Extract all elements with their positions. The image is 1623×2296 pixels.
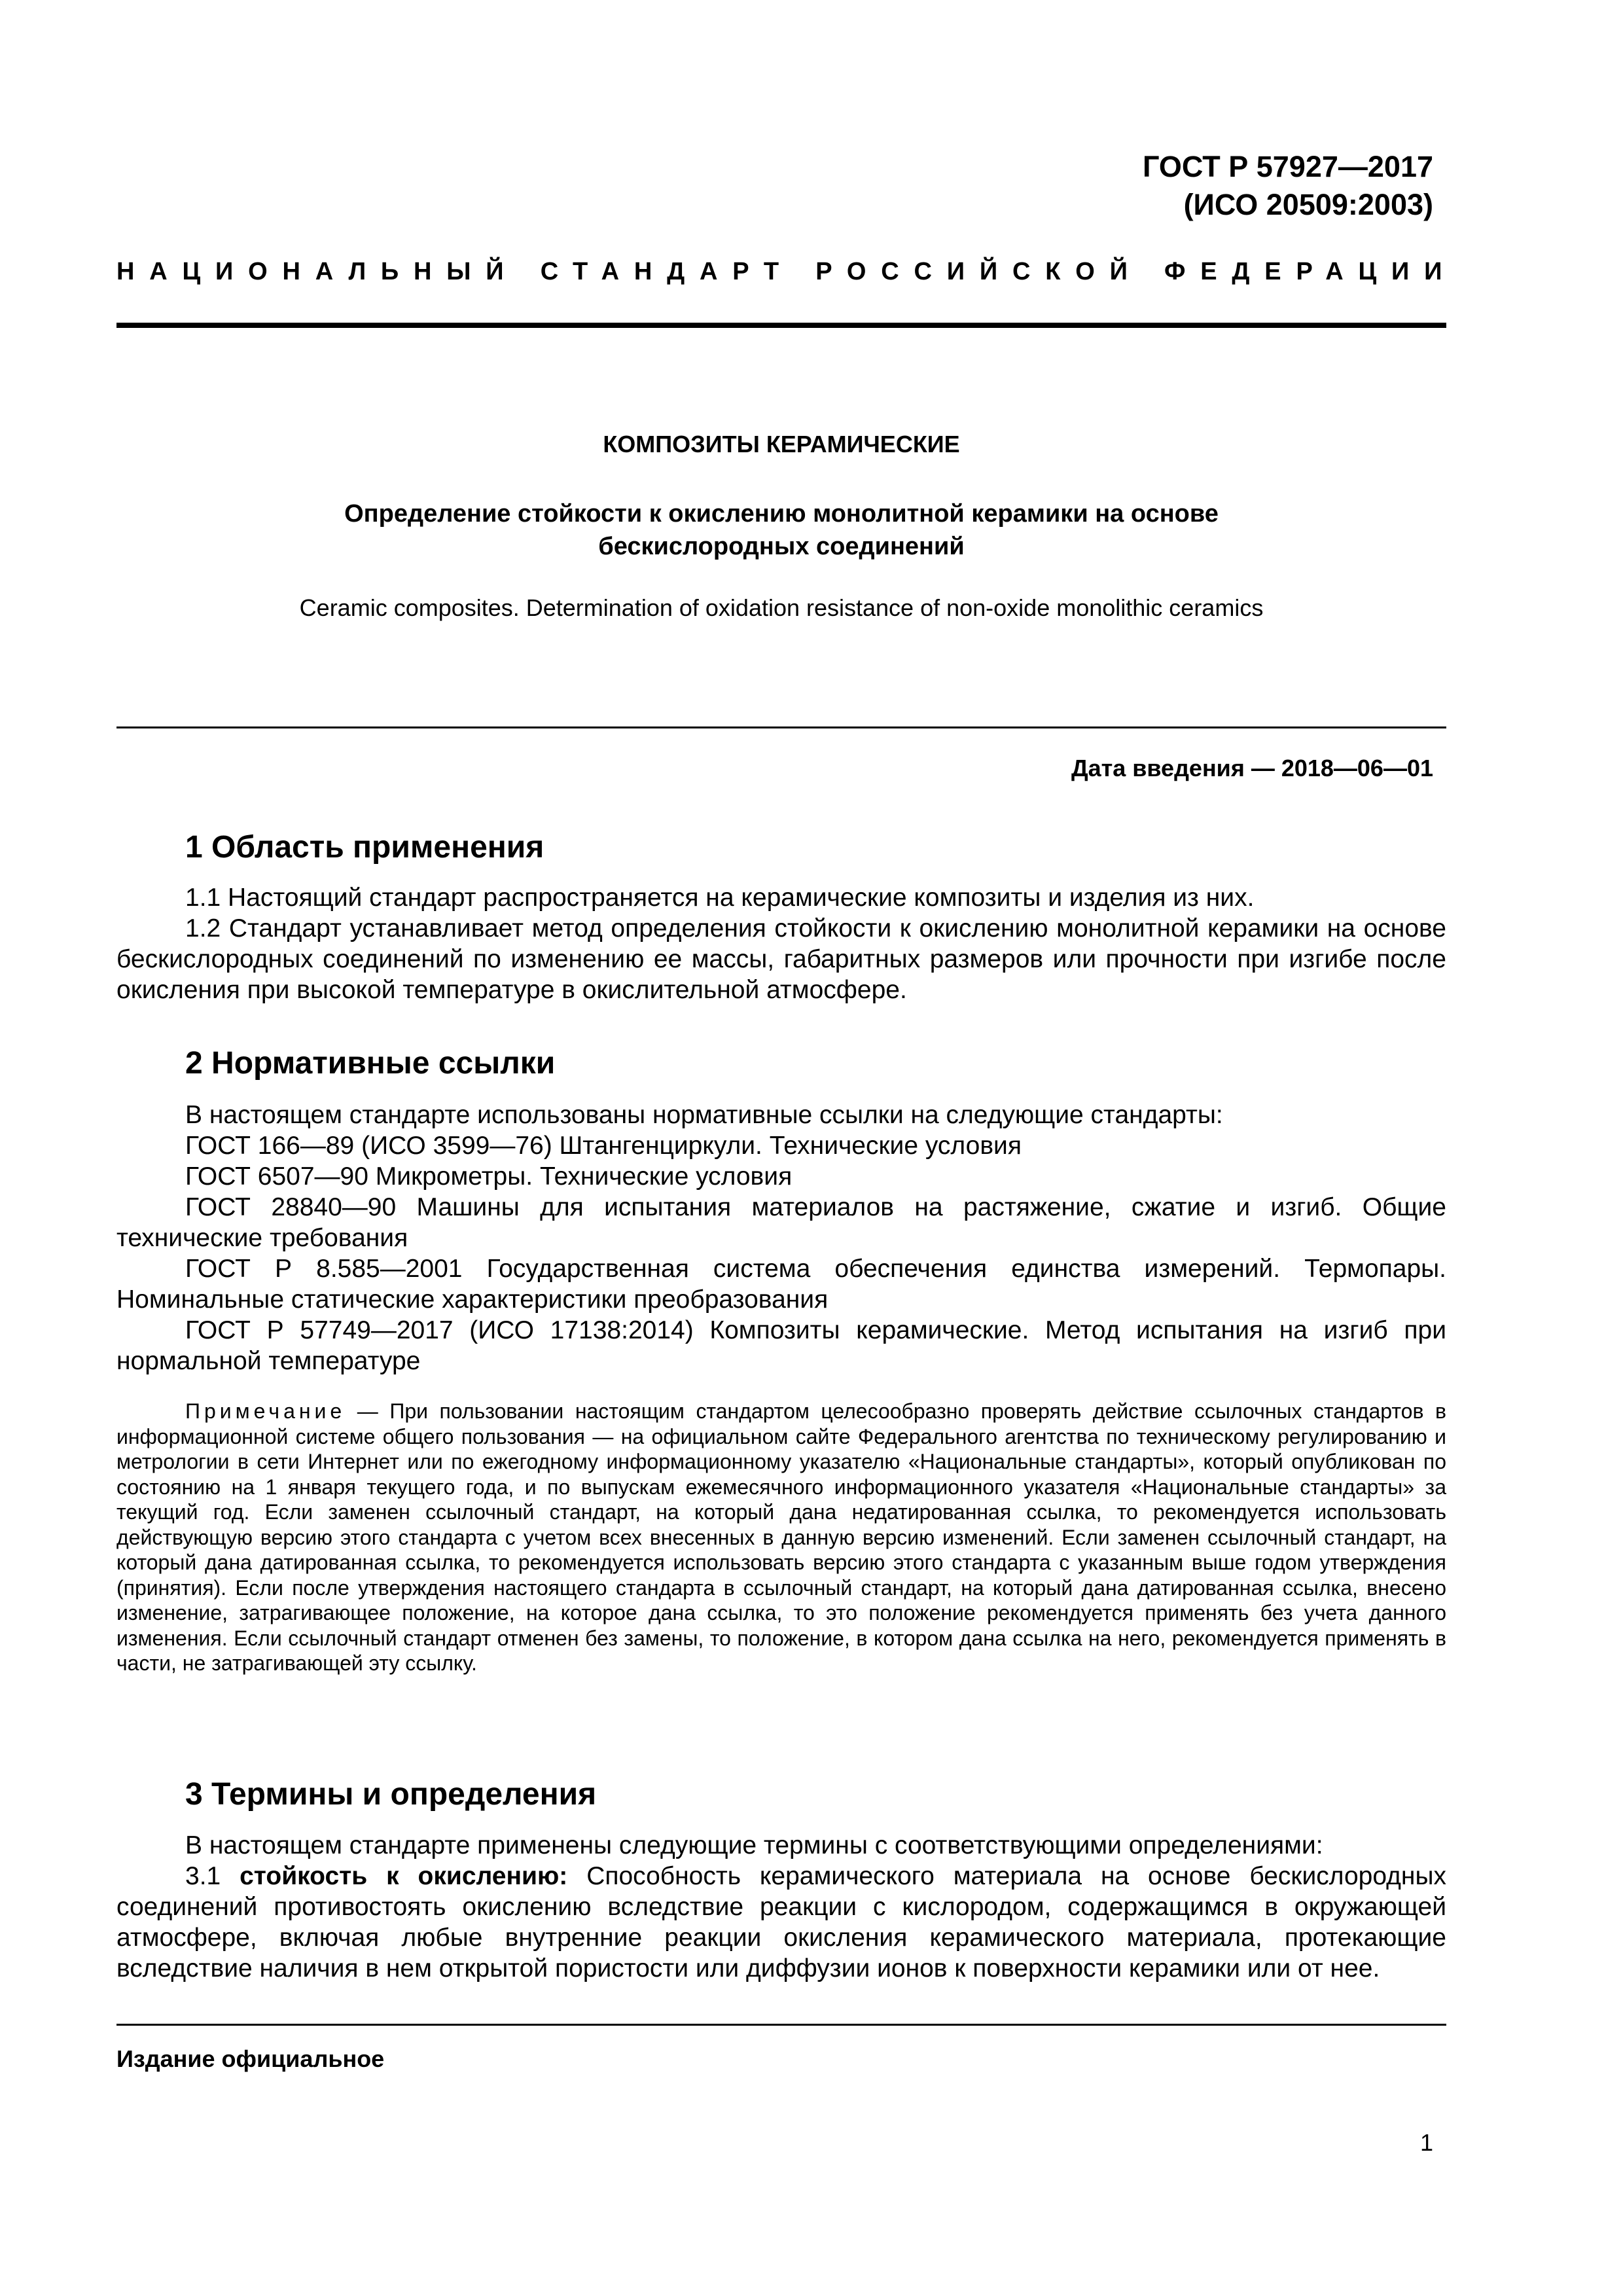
term-3-1 xyxy=(116,1861,1446,1984)
paragraph-1-1: 1.1 Настоящий стандарт распространяется на керамические композиты и изделия из них. xyxy=(185,884,1255,912)
reference-item: ГОСТ Р 57749—2017 (ИСО 17138:2014) Композиты керамические. Метод испытания на изгиб при нормальной температуре xyxy=(116,1316,1446,1375)
subtitle-line-1: Определение стойкости к окислению монолитной керамики на основе xyxy=(344,500,1219,528)
title-divider xyxy=(116,726,1446,728)
reference-item: ГОСТ 166—89 (ИСО 3599—76) Штангенциркули. Технические условия xyxy=(185,1132,1022,1160)
designation-iso: (ИСО 20509:2003) xyxy=(1183,188,1433,221)
term-definition: Способность керамического материала на основе бескислородных соединений противостоять окислению вследствие реакции с кислородом, содержащимся в окружающей атмосфере, включая любые внутренние реакции окисления керамического материала, протекающие вследствие наличия в нем открытой пористости или диффузии ионов к поверхности керамики или от нее. xyxy=(116,1862,1446,1982)
section-3-body xyxy=(116,1830,1446,1984)
term-name: стойкость к окислению: xyxy=(240,1862,568,1890)
page-number: 1 xyxy=(1419,2129,1433,2156)
section-2-body xyxy=(116,1100,1446,1376)
section-2-heading: 2 Нормативные ссылки xyxy=(185,1046,556,1081)
document-title: КОМПОЗИТЫ КЕРАМИЧЕСКИЕ xyxy=(603,431,960,457)
section-1-heading: 1 Область применения xyxy=(185,830,544,865)
national-standard-banner: НАЦИОНАЛЬНЫЙ СТАНДАРТ РОССИЙСКОЙ ФЕДЕРАЦИИ xyxy=(116,258,1457,285)
document-subtitle xyxy=(116,497,1446,563)
header-divider xyxy=(116,323,1446,328)
official-edition-label: Издание официальное xyxy=(116,2045,385,2072)
references-note xyxy=(116,1399,1446,1676)
designation-gost: ГОСТ Р 57927—2017 xyxy=(1142,150,1433,183)
section-3-heading: 3 Термины и определения xyxy=(185,1777,597,1812)
term-number: 3.1 xyxy=(185,1862,240,1890)
reference-item: ГОСТ Р 8.585—2001 Государственная система обеспечения единства измерений. Термопары. Номинальные статические характеристики преобразования xyxy=(116,1255,1446,1314)
subtitle-line-2: бескислородных соединений xyxy=(598,533,965,560)
standard-designation xyxy=(1143,148,1433,224)
footer-divider xyxy=(116,2024,1446,2026)
english-title: Ceramic composites. Determination of oxidation resistance of non-oxide monolithic ceramics xyxy=(299,594,1264,621)
section-1-body xyxy=(116,882,1446,1005)
reference-item: ГОСТ 28840—90 Машины для испытания материалов на растяжение, сжатие и изгиб. Общие технические требования xyxy=(116,1193,1446,1252)
references-intro: В настоящем стандарте использованы нормативные ссылки на следующие стандарты: xyxy=(185,1101,1223,1129)
note-paragraph xyxy=(116,1399,1446,1676)
introduction-date: Дата введения — 2018—06—01 xyxy=(1071,755,1433,781)
note-label: Примечание xyxy=(185,1399,346,1423)
paragraph-1-2: 1.2 Стандарт устанавливает метод определения стойкости к окислению монолитной керамики на основе бескислородных соединений по изменению ее массы, габаритных размеров или прочности при изгибе после окисления при высокой температуре в окислительной атмосфере. xyxy=(116,914,1446,1004)
reference-item: ГОСТ 6507—90 Микрометры. Технические условия xyxy=(185,1162,793,1191)
terms-intro: В настоящем стандарте применены следующие термины с соответствующими определениями: xyxy=(185,1831,1323,1859)
note-text: — При пользовании настоящим стандартом целесообразно проверять действие ссылочных стандартов в информационной системе общего пользования — на официальном сайте Федерального агентства по техническому регулированию и метрологии в сети Интернет или по ежегодному информационному указателю «Национальные стандарты», который опубликован по состоянию на 1 января текущего года, и по выпускам ежемесячного информационного указателя «Национальные стандарты» за текущий год. Если заменен ссылочный стандарт, на который дана недатированная ссылка, то рекомендуется использовать действующую версию этого стандарта с учетом всех внесенных в данную версию изменений. Если заменен ссылочный стандарт, на который дана датированная ссылка, то рекомендуется использовать версию этого стандарта с указанным выше годом утверждения (принятия). Если после утверждения настоящего стандарта в ссылочный стандарт, на который дана датированная ссылка, внесено изменение, затрагивающее положение, на которое дана ссылка, то это положение рекомендуется применять без учета данного изменения. Если ссылочный стандарт отменен без замены, то положение, в котором дана ссылка на него, рекомендуется применять в части, не затрагивающей эту ссылку. xyxy=(116,1399,1446,1675)
